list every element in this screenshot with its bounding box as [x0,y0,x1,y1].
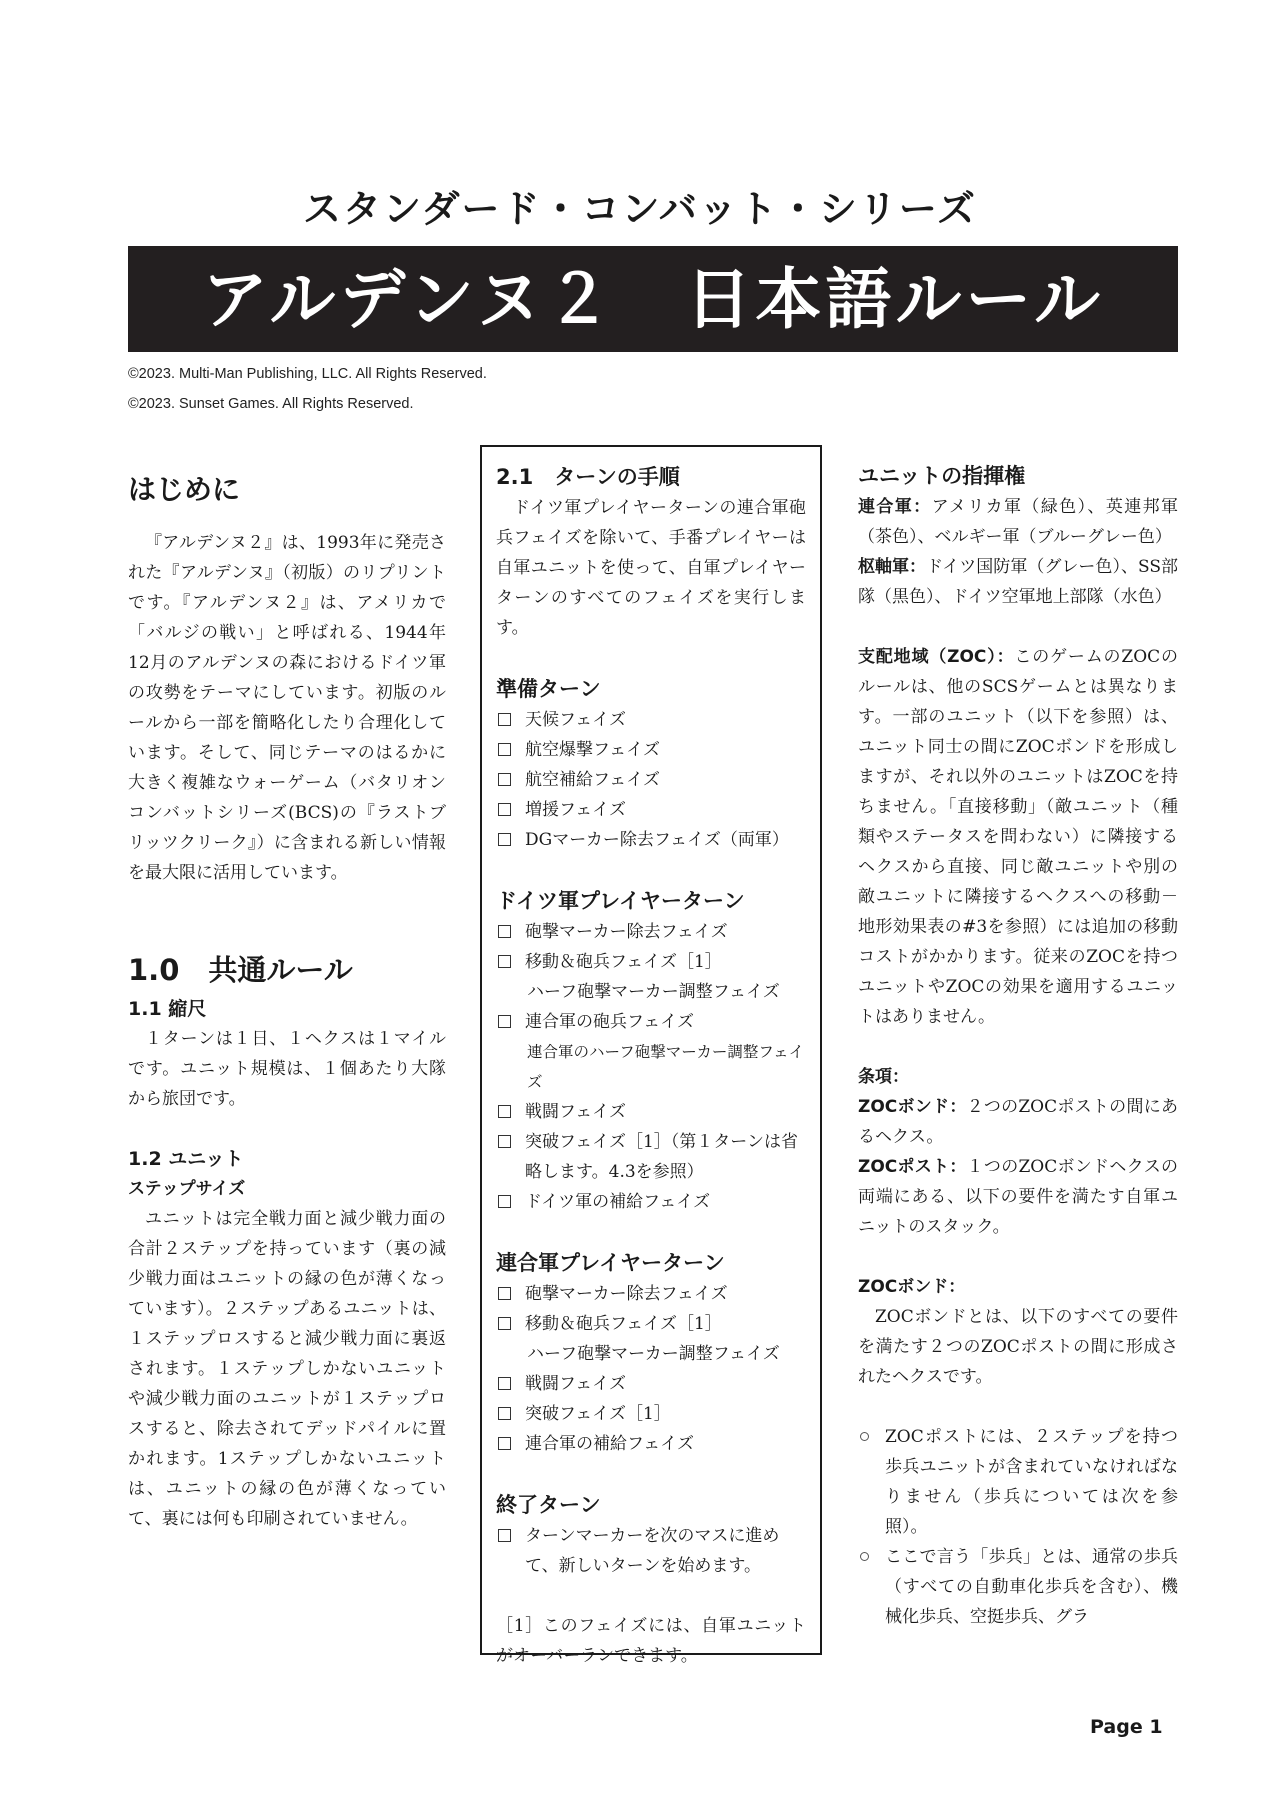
page-number: Page 1 [1090,1716,1163,1738]
terms-heading: 条項： [858,1067,909,1087]
checkbox-icon [498,1529,511,1542]
checkbox-icon [498,713,511,726]
turn-sequence-box [480,445,822,1666]
checkbox-icon [498,1015,511,1028]
checklist-item: 砲撃マーカー除去フェイズ [496,917,806,947]
checkbox-icon [498,1317,511,1330]
section-2-1-heading: 2.1 ターンの手順 [496,465,680,489]
intro-paragraph: 『アルデンヌ２』は、1993年に発売された『アルデンヌ』（初版）のリプリントです。『アルデンヌ２』は、アメリカで「バルジの戦い」と呼ばれる、1944年12月のアルデンヌの森におけるドイツ軍の攻勢をテーマにしています。初版のルールから一部を簡略化したり合理化しています。そして、同じテーマのはるかに大きく複雑なウォーゲーム（バタリオンコンバットシリーズ(BCS)の『ラストブリッツクリーク』）に含まれる新しい情報を最大限に活用しています。 [128,533,446,883]
copyright-line-2: ©2023. Sunset Games. All Rights Reserved. [128,396,414,412]
copyright-line-1: ©2023. Multi-Man Publishing, LLC. All Rights Reserved. [128,366,487,382]
axis-command: 枢軸軍：ドイツ国防軍（グレー色）、SS部隊（黒色）、ドイツ空軍地上部隊（水色） [858,557,1178,607]
checkbox-icon [498,1105,511,1118]
checklist-item: 増援フェイズ [496,795,806,825]
section-1-1-heading: 1.1 縮尺 [128,998,207,1020]
checklist-item: 突破フェイズ［1］（第１ターンは省略します。4.3を参照） [496,1127,806,1187]
allied-command: 連合軍：アメリカ軍（緑色）、英連邦軍（茶色）、ベルギー軍（ブルーグレー色） [858,497,1179,547]
footnote: ［1］このフェイズには、自軍ユニットがオーバーランできます。 [496,1616,806,1666]
bullet-item: ここで言う「歩兵」とは、通常の歩兵（すべての自動車化歩兵を含む）、機械化歩兵、空挺歩兵、グラ [858,1542,1178,1632]
turn-sequence-intro: ドイツ軍プレイヤーターンの連合軍砲兵フェイズを除いて、手番プレイヤーは自軍ユニットを使って、自軍プレイヤーターンのすべてのフェイズを実行します。 [496,498,806,638]
checklist-subitem: ハーフ砲撃マーカー調整フェイズ [527,1344,780,1364]
command-heading: ユニットの指揮権 [858,464,1026,488]
checkbox-icon [498,1437,511,1450]
checkbox-icon [498,803,511,816]
zoc-bond-heading: ZOCボンド： [858,1277,966,1297]
step-size-paragraph: ユニットは完全戦力面と減少戦力面の合計２ステップを持っています（裏の減少戦力面はユニットの縁の色が薄くなっています）。２ステップあるユニットは、１ステップロスすると減少戦力面に裏返されます。１ステップしかないユニットや減少戦力面のユニットが１ステップロスすると、除去されてデッドパイルに置かれます。1ステップしかないユニットは、ユニットの縁の色が薄くなっていて、裏には何も印刷されていません。 [128,1209,446,1529]
checklist-item: 戦闘フェイズ [496,1369,806,1399]
bullet-circle-icon [860,1432,869,1441]
checklist-subitem: ハーフ砲撃マーカー調整フェイズ [527,982,780,1002]
column-left [128,470,446,1534]
zoc-bond-paragraph: ZOCボンドとは、以下のすべての要件を満たす２つのZOCポストの間に形成されたヘクスです。 [858,1307,1178,1387]
german-turn-heading: ドイツ軍プレイヤーターン [496,889,745,913]
zoc-bond-term: ZOCボンド：２つのZOCポストの間にあるヘクス。 [858,1097,1178,1147]
checklist-item: 航空補給フェイズ [496,765,806,795]
checklist-item: 砲撃マーカー除去フェイズ [496,1279,806,1309]
checklist-item: 航空爆撃フェイズ [496,735,806,765]
checklist-item: 連合軍の砲兵フェイズ [496,1007,806,1037]
document-title: アルデンヌ２ 日本語ルール [128,246,1178,352]
checkbox-icon [498,1195,511,1208]
checklist-item: 突破フェイズ［1］ [496,1399,806,1429]
checklist-item: ドイツ軍の補給フェイズ [496,1187,806,1217]
allied-turn-heading: 連合軍プレイヤーターン [496,1251,725,1275]
checkbox-icon [498,1135,511,1148]
checklist-item: 天候フェイズ [496,705,806,735]
checkbox-icon [498,1407,511,1420]
zoc-post-term: ZOCポスト：１つのZOCボンドヘクスの両端にある、以下の要件を満たす自軍ユニットのスタック。 [858,1157,1178,1237]
checkbox-icon [498,925,511,938]
section-1-0-heading: 1.0 共通ルール [128,953,353,987]
bullet-item: ZOCポストには、２ステップを持つ歩兵ユニットが含まれていなければなりません（歩兵については次を参照）。 [858,1422,1178,1542]
intro-heading: はじめに [128,473,241,506]
checkbox-icon [498,743,511,756]
checklist-item: ターンマーカーを次のマスに進めて、新しいターンを始めます。 [496,1521,806,1581]
checkbox-icon [498,955,511,968]
checkbox-icon [498,1287,511,1300]
end-turn-heading: 終了ターン [496,1493,601,1517]
zoc-paragraph: 支配地域（ZOC）：このゲームのZOCのルールは、他のSCSゲームとは異なります。一部のユニット（以下を参照）は、ユニット同士の間にZOCボンドを形成しますが、それ以外のユニットはZOCを持ちません。「直接移動」（敵ユニット（種類やステータスを問わない）に隣接するヘクスから直接、同じ敵ユニットや別の敵ユニットに隣接するヘクスへの移動－地形効果表の#3を参照）には追加の移動コストがかかります。従来のZOCを持つユニットやZOCの効果を適用するユニットはありません。 [858,647,1178,1027]
checklist-item: 戦闘フェイズ [496,1097,806,1127]
checkbox-icon [498,833,511,846]
series-title: スタンダード・コンバット・シリーズ [303,187,977,231]
checklist-item: DGマーカー除去フェイズ（両軍） [496,825,806,855]
bullet-circle-icon [860,1552,869,1561]
column-right [858,460,1178,1632]
checkbox-icon [498,773,511,786]
scale-paragraph: １ターンは１日、１ヘクスは１マイルです。ユニット規模は、１個あたり大隊から旅団です。 [128,1029,446,1109]
section-1-2-heading: 1.2 ユニット [128,1148,244,1170]
checklist-item: 連合軍の補給フェイズ [496,1429,806,1459]
checklist-item: 移動＆砲兵フェイズ［1］ [496,947,806,977]
step-size-heading: ステップサイズ [128,1179,246,1199]
checklist-item: 移動＆砲兵フェイズ［1］ [496,1309,806,1339]
checklist-subitem: 連合軍のハーフ砲撃マーカー調整フェイズ [527,1043,805,1091]
prep-turn-heading: 準備ターン [496,677,601,701]
checkbox-icon [498,1377,511,1390]
